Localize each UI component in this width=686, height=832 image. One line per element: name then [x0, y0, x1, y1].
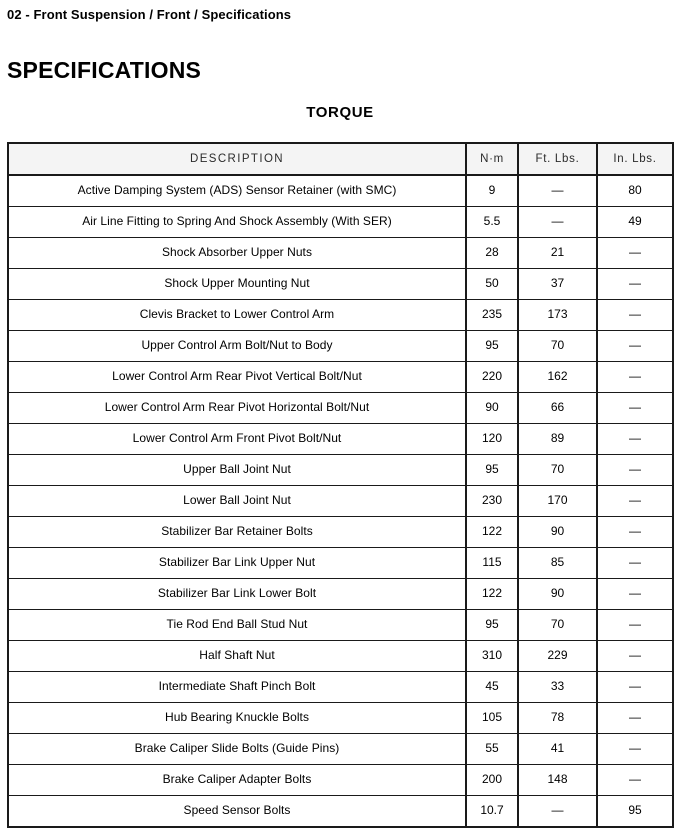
table-row — [8, 517, 673, 548]
table-row — [8, 300, 673, 331]
table-row — [8, 331, 673, 362]
cell-inlbs: — — [597, 486, 673, 517]
table-row — [8, 610, 673, 641]
cell-inlbs: — — [597, 672, 673, 703]
cell-nm: 230 — [466, 486, 518, 517]
cell-inlbs: — — [597, 734, 673, 765]
cell-inlbs: — — [597, 362, 673, 393]
column-header-in-lbs: In. Lbs. — [597, 143, 673, 175]
cell-description: Speed Sensor Bolts — [8, 796, 466, 828]
cell-ftlbs: 70 — [518, 331, 597, 362]
section-title-torque: TORQUE — [306, 104, 374, 121]
cell-inlbs: — — [597, 641, 673, 672]
cell-inlbs: — — [597, 331, 673, 362]
cell-ftlbs: 229 — [518, 641, 597, 672]
table-header — [8, 143, 673, 175]
cell-inlbs: — — [597, 548, 673, 579]
cell-inlbs: — — [597, 455, 673, 486]
cell-ftlbs: — — [518, 796, 597, 828]
column-header-ft-lbs: Ft. Lbs. — [518, 143, 597, 175]
table-row — [8, 424, 673, 455]
cell-nm: 122 — [466, 517, 518, 548]
table-row — [8, 672, 673, 703]
cell-description: Lower Control Arm Front Pivot Bolt/Nut — [8, 424, 466, 455]
cell-inlbs: — — [597, 610, 673, 641]
table-header-row — [8, 143, 673, 175]
cell-ftlbs: 173 — [518, 300, 597, 331]
cell-nm: 200 — [466, 765, 518, 796]
cell-nm: 90 — [466, 393, 518, 424]
cell-description: Shock Absorber Upper Nuts — [8, 238, 466, 269]
cell-nm: 122 — [466, 579, 518, 610]
breadcrumb: 02 - Front Suspension / Front / Specifications — [7, 7, 292, 22]
cell-description: Shock Upper Mounting Nut — [8, 269, 466, 300]
cell-ftlbs: 70 — [518, 455, 597, 486]
cell-description: Brake Caliper Adapter Bolts — [8, 765, 466, 796]
cell-ftlbs: 90 — [518, 517, 597, 548]
table-row — [8, 703, 673, 734]
cell-ftlbs: 21 — [518, 238, 597, 269]
cell-inlbs: 80 — [597, 175, 673, 207]
cell-nm: 115 — [466, 548, 518, 579]
table-row — [8, 175, 673, 207]
table-row — [8, 579, 673, 610]
cell-inlbs: — — [597, 703, 673, 734]
cell-inlbs: 49 — [597, 207, 673, 238]
cell-inlbs: — — [597, 300, 673, 331]
cell-nm: 50 — [466, 269, 518, 300]
cell-inlbs: — — [597, 424, 673, 455]
table-row — [8, 362, 673, 393]
cell-description: Stabilizer Bar Link Upper Nut — [8, 548, 466, 579]
cell-description: Air Line Fitting to Spring And Shock Assembly (With SER) — [8, 207, 466, 238]
cell-nm: 55 — [466, 734, 518, 765]
cell-description: Lower Control Arm Rear Pivot Horizontal Bolt/Nut — [8, 393, 466, 424]
cell-nm: 28 — [466, 238, 518, 269]
table-row — [8, 765, 673, 796]
cell-nm: 310 — [466, 641, 518, 672]
table-row — [8, 796, 673, 828]
cell-description: Active Damping System (ADS) Sensor Retainer (with SMC) — [8, 175, 466, 207]
cell-inlbs: — — [597, 269, 673, 300]
cell-description: Lower Control Arm Rear Pivot Vertical Bolt/Nut — [8, 362, 466, 393]
column-header-description: DESCRIPTION — [8, 143, 466, 175]
cell-nm: 95 — [466, 331, 518, 362]
cell-nm: 220 — [466, 362, 518, 393]
cell-nm: 95 — [466, 610, 518, 641]
cell-ftlbs: 162 — [518, 362, 597, 393]
cell-inlbs: — — [597, 765, 673, 796]
cell-inlbs: — — [597, 579, 673, 610]
cell-ftlbs: 78 — [518, 703, 597, 734]
table-row — [8, 238, 673, 269]
cell-description: Intermediate Shaft Pinch Bolt — [8, 672, 466, 703]
cell-inlbs: — — [597, 517, 673, 548]
table-row — [8, 641, 673, 672]
cell-ftlbs: 85 — [518, 548, 597, 579]
cell-nm: 45 — [466, 672, 518, 703]
cell-nm: 95 — [466, 455, 518, 486]
cell-description: Stabilizer Bar Retainer Bolts — [8, 517, 466, 548]
column-header-nm: N·m — [466, 143, 518, 175]
cell-ftlbs: — — [518, 175, 597, 207]
cell-nm: 9 — [466, 175, 518, 207]
cell-ftlbs: 70 — [518, 610, 597, 641]
cell-ftlbs: — — [518, 207, 597, 238]
cell-description: Hub Bearing Knuckle Bolts — [8, 703, 466, 734]
cell-ftlbs: 66 — [518, 393, 597, 424]
table-row — [8, 486, 673, 517]
torque-specifications-table — [7, 142, 674, 828]
cell-ftlbs: 37 — [518, 269, 597, 300]
cell-description: Tie Rod End Ball Stud Nut — [8, 610, 466, 641]
table-body — [8, 175, 673, 827]
cell-description: Lower Ball Joint Nut — [8, 486, 466, 517]
cell-ftlbs: 89 — [518, 424, 597, 455]
table-row — [8, 207, 673, 238]
cell-description: Upper Ball Joint Nut — [8, 455, 466, 486]
cell-nm: 10.7 — [466, 796, 518, 828]
cell-ftlbs: 170 — [518, 486, 597, 517]
table-row — [8, 548, 673, 579]
cell-description: Upper Control Arm Bolt/Nut to Body — [8, 331, 466, 362]
torque-table-container — [7, 142, 672, 828]
cell-description: Stabilizer Bar Link Lower Bolt — [8, 579, 466, 610]
cell-ftlbs: 33 — [518, 672, 597, 703]
cell-inlbs: — — [597, 393, 673, 424]
cell-description: Half Shaft Nut — [8, 641, 466, 672]
cell-nm: 235 — [466, 300, 518, 331]
table-row — [8, 455, 673, 486]
cell-nm: 120 — [466, 424, 518, 455]
cell-ftlbs: 148 — [518, 765, 597, 796]
table-row — [8, 734, 673, 765]
page-title: SPECIFICATIONS — [7, 57, 202, 84]
cell-inlbs: — — [597, 238, 673, 269]
cell-nm: 105 — [466, 703, 518, 734]
table-row — [8, 393, 673, 424]
cell-ftlbs: 90 — [518, 579, 597, 610]
cell-ftlbs: 41 — [518, 734, 597, 765]
cell-inlbs: 95 — [597, 796, 673, 828]
cell-nm: 5.5 — [466, 207, 518, 238]
table-row — [8, 269, 673, 300]
cell-description: Clevis Bracket to Lower Control Arm — [8, 300, 466, 331]
cell-description: Brake Caliper Slide Bolts (Guide Pins) — [8, 734, 466, 765]
